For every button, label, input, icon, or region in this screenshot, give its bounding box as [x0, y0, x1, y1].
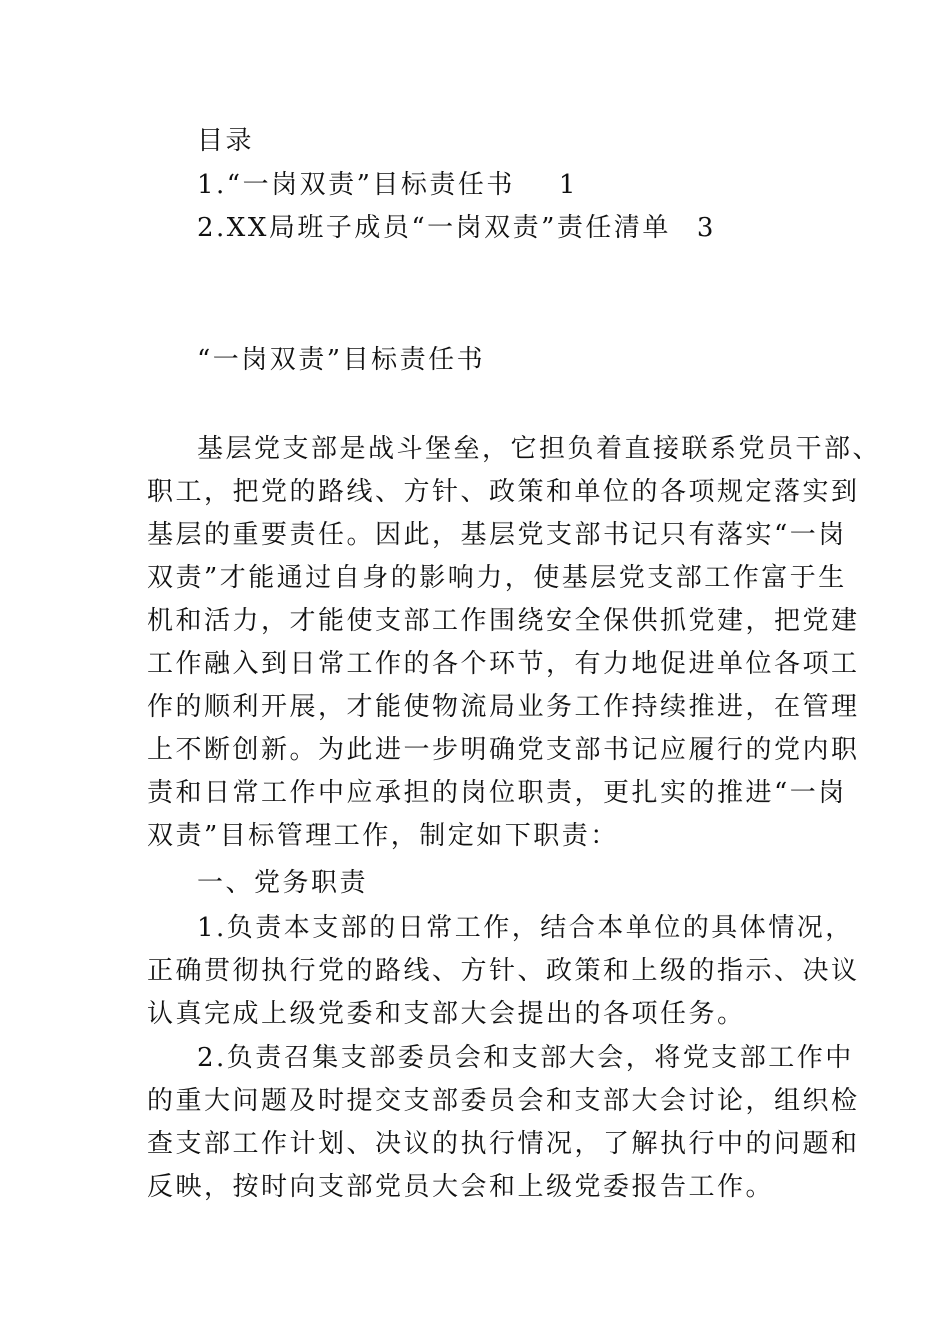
- paragraph-line: 双责”目标管理工作，制定如下职责：: [147, 821, 619, 851]
- toc-item-page: 3: [696, 213, 716, 243]
- paragraph-line: 上不断创新。为此进一步明确党支部书记应履行的党内职: [147, 735, 860, 765]
- paragraph-line: 2.负责召集支部委员会和支部大会，将党支部工作中: [197, 1043, 854, 1073]
- paragraph-line: 工作融入到日常工作的各个环节，有力地促进单位各项工: [147, 649, 860, 679]
- toc-title: 目录: [197, 126, 255, 156]
- paragraph-line: 基层的重要责任。因此，基层党支部书记只有落实“一岗: [147, 520, 847, 550]
- paragraph-line: 认真完成上级党委和支部大会提出的各项任务。: [147, 999, 746, 1029]
- paragraph-line: 职工，把党的路线、方针、政策和单位的各项规定落实到: [147, 477, 860, 507]
- paragraph-line: 双责”才能通过自身的影响力，使基层党支部工作富于生: [147, 563, 847, 593]
- paragraph-line: 基层党支部是战斗堡垒，它担负着直接联系党员干部、: [197, 434, 882, 464]
- toc-item[interactable]: [197, 170, 578, 200]
- toc-item[interactable]: [197, 213, 716, 243]
- paragraph-line: 正确贯彻执行党的路线、方针、政策和上级的指示、决议: [147, 956, 860, 986]
- paragraph-line: 作的顺利开展，才能使物流局业务工作持续推进，在管理: [147, 692, 860, 722]
- section-heading: 一、党务职责: [197, 868, 369, 898]
- document-title: “一岗双责”目标责任书: [197, 345, 486, 375]
- paragraph-line: 的重大问题及时提交支部委员会和支部大会讨论，组织检: [147, 1086, 860, 1116]
- paragraph-line: 反映，按时向支部党员大会和上级党委报告工作。: [147, 1172, 775, 1202]
- paragraph-line: 机和活力，才能使支部工作围绕安全保供抓党建，把党建: [147, 606, 860, 636]
- paragraph-line: 查支部工作计划、决议的执行情况，了解执行中的问题和: [147, 1129, 860, 1159]
- toc-item-page: 1: [558, 170, 578, 200]
- toc-item-label: 2.XX局班子成员“一岗双责”责任清单: [197, 213, 671, 243]
- paragraph-line: 责和日常工作中应承担的岗位职责，更扎实的推进“一岗: [147, 778, 847, 808]
- toc-item-label: 1.“一岗双责”目标责任书: [197, 170, 515, 200]
- paragraph-line: 1.负责本支部的日常工作，结合本单位的具体情况，: [197, 913, 854, 943]
